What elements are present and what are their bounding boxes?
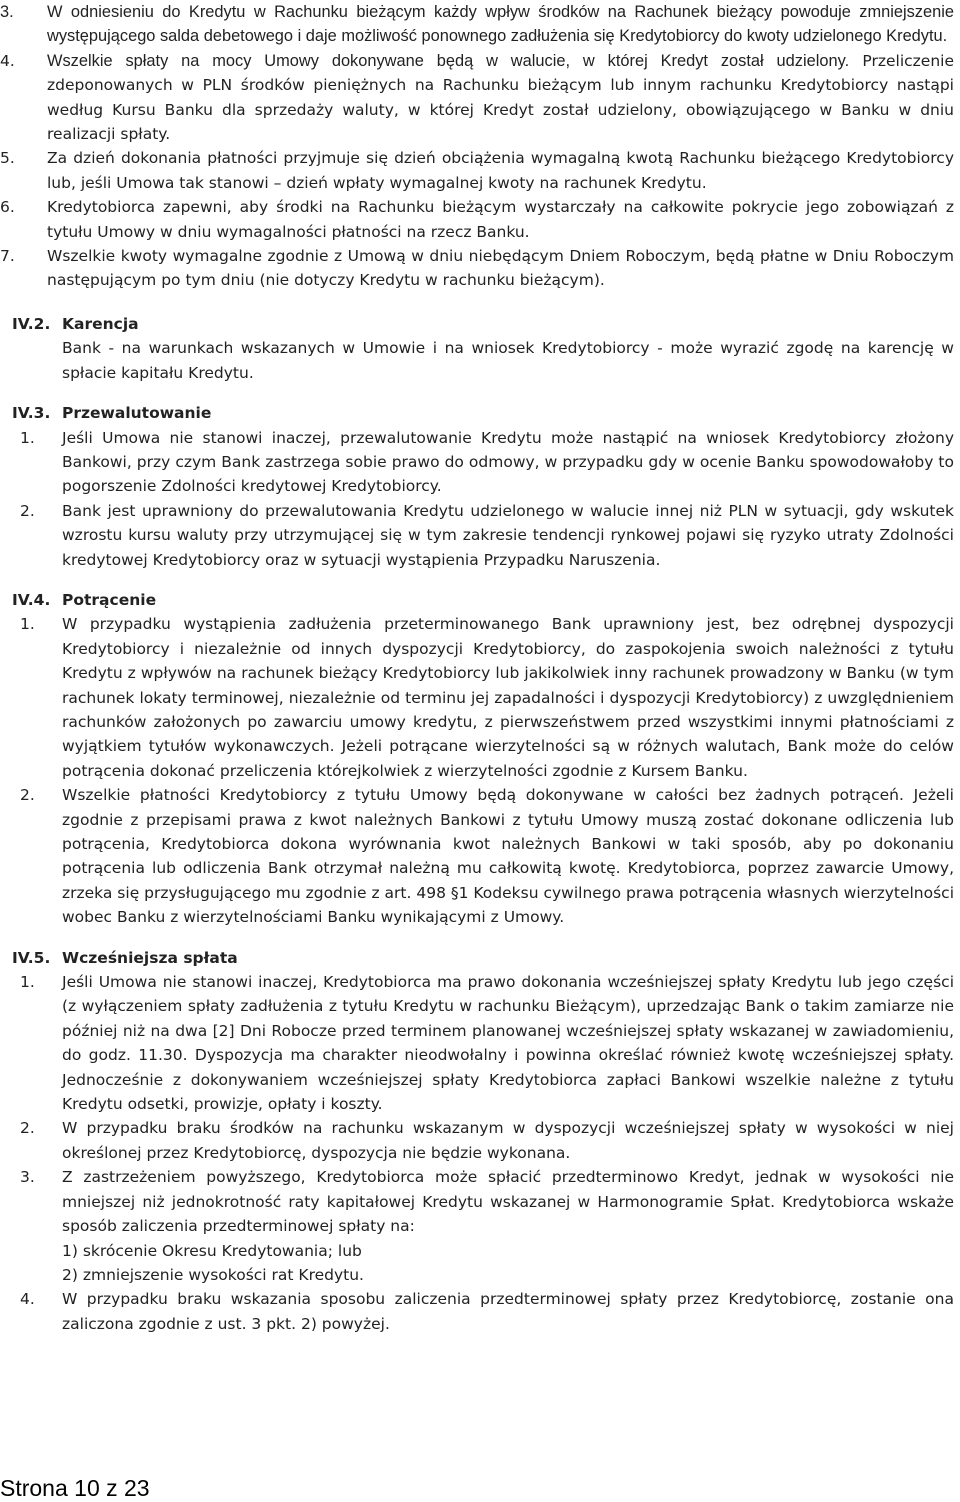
list-item	[0, 146, 960, 195]
item-number: 1.	[20, 615, 35, 634]
item-number: 3.	[0, 3, 14, 21]
item-text-continued: Przeliczenie zdeponowanych w PLN środków pieniężnych na Rachunku bieżącym lub innym rachunku Kredytobiorcy nastąpi według Kursu Banku dla sprzedaży waluty, w której Kredyt został udzielony, obowiązującego w Banku w dniu realizacji spłaty.	[47, 51, 954, 144]
list-item	[0, 426, 960, 499]
section-title: Potrącenie	[62, 590, 157, 609]
section-title: Przewalutowanie	[62, 404, 212, 423]
list-item	[0, 244, 960, 293]
item-text: Wszelkie kwoty wymagalne zgodnie z Umową w dniu niebędącym Dniem Roboczym, będą płatne w Dniu Roboczym następującym po tym dniu (nie dotyczy Kredytu w rachunku bieżącym).	[47, 247, 954, 290]
item-text: W przypadku wystąpienia zadłużenia przeterminowanego Bank uprawniony jest, bez odrębnej dyspozycji Kredytobiorcy i niezależnie od innych dyspozycji Kredytobiorcy, do zaspokojenia swoich należności z tytułu Kredytu z wpływów na rachunek bieżący Kredytobiorcy lub jakikolwiek inny rachunek prowadzony w Banku (w tym rachunek lokaty terminowej, niezależnie od terminu jej zapadalności i dyspozycji Kredytobiorcy) z uwzględnieniem rachunków założonych po zawarciu umowy kredytu, z pierwszeństwem przed wszystkimi innymi płatnościami z wyjątkiem tytułów wykonawczych. Jeżeli potrącane wierzytelności są w różnych walutach, Bank może do celów potrącenia dokonać przeliczenia którejkolwiek z wierzytelności zgodnie z Kursem Banku.	[62, 615, 954, 780]
list-item	[0, 0, 960, 49]
item-text: W odniesieniu do Kredytu w Rachunku bieżącym każdy wpływ środków na Rachunek bieżący powoduje zmniejszenie występującego salda debetowego i daje możliwość ponownego zadłużenia się Kredytobiorcy do kwoty udzielonego Kredytu.	[47, 3, 954, 46]
item-number: 4.	[20, 1290, 35, 1309]
item-number: 2.	[20, 786, 35, 805]
item-number: 3.	[20, 1168, 35, 1187]
section-number: IV.3.	[12, 404, 51, 423]
section-przewalutowanie	[0, 401, 960, 572]
sub-item: 2) zmniejszenie wysokości rat Kredytu.	[62, 1265, 364, 1284]
section-number: IV.4.	[12, 590, 51, 609]
section-heading	[0, 312, 960, 336]
item-text: Bank jest uprawniony do przewalutowania Kredytu udzielonego w walucie innej niż PLN w sytuacji, gdy wskutek wzrostu kursu waluty przy utrzymującej się w tym zakresie tendencji rynkowej pojawi się ryzyko utraty Zdolności kredytowej Kredytobiorcy oraz w sytuacji wystąpienia Przypadku Naruszenia.	[62, 501, 954, 569]
item-number: 1.	[20, 973, 35, 992]
section-wczesniejsza-splata	[0, 946, 960, 1337]
item-text: Z zastrzeżeniem powyższego, Kredytobiorca może spłacić przedterminowo Kredyt, jednak w wysokości nie mniejszej niż jednokrotność raty kapitałowej Kredytu wskazanej w Harmonogramie Spłat. Kredytobiorca wskaże sposób zaliczenia przedterminowej spłaty na:	[62, 1168, 954, 1236]
item-number: 6.	[0, 198, 15, 217]
item-number: 1.	[20, 428, 35, 447]
item-text: W przypadku braku wskazania sposobu zaliczenia przedterminowej spłaty przez Kredytobiorcę, zostanie ona zaliczona zgodnie z ust. 3 pkt. 2) powyżej.	[62, 1290, 954, 1333]
section-heading	[0, 588, 960, 612]
list-item	[0, 499, 960, 572]
item-text: Jeśli Umowa nie stanowi inaczej, przewalutowanie Kredytu może nastąpić na wniosek Kredytobiorcy złożony Bankowi, przy czym Bank zastrzega sobie prawo do odmowy, w przypadku gdy w ocenie Banku spowodowałoby to pogorszenie Zdolności kredytowej Kredytobiorcy.	[62, 428, 954, 496]
list-item	[0, 1165, 960, 1238]
section-title: Wcześniejsza spłata	[62, 948, 238, 967]
item-text: Za dzień dokonania płatności przyjmuje się dzień obciążenia wymagalną kwotą Rachunku bieżącego Kredytobiorcy lub, jeśli Umowa tak stanowi – dzień wpłaty wymagalnej kwoty na rachunek Kredytu.	[47, 149, 954, 192]
list-item	[0, 1116, 960, 1165]
section-karencja	[0, 312, 960, 385]
list-item	[0, 783, 960, 929]
item-text: Wszelkie spłaty na mocy Umowy dokonywane będą w walucie, w której Kredyt został udzielony.	[47, 51, 850, 70]
item-text: W przypadku braku środków na rachunku wskazanym w dyspozycji wcześniejszej spłaty w wysokości w niej określonej przez Kredytobiorcę, dyspozycja nie będzie wykonana.	[62, 1119, 954, 1162]
section-title: Karencja	[62, 314, 139, 333]
section-number: IV.2.	[12, 314, 51, 333]
section-potracenie	[0, 588, 960, 930]
section-body: Bank - na warunkach wskazanych w Umowie i na wniosek Kredytobiorcy - może wyrazić zgodę na karencję w spłacie kapitału Kredytu.	[62, 339, 954, 382]
item-number: 2.	[20, 501, 35, 520]
list-item	[0, 970, 960, 1116]
sub-item: 1) skrócenie Okresu Kredytowania; lub	[62, 1241, 362, 1260]
list-item	[0, 612, 960, 783]
page-number-footer: Strona 10 z 23	[0, 1475, 150, 1501]
section-heading	[0, 946, 960, 970]
list-item	[0, 1287, 960, 1336]
item-number: 4.	[0, 51, 15, 70]
list-item	[0, 195, 960, 244]
item-text: Jeśli Umowa nie stanowi inaczej, Kredytobiorca ma prawo dokonania wcześniejszej spłaty Kredytu lub jego części (z wyłączeniem spłaty zadłużenia z tytułu Kredytu w rachunku Bieżącym), uprzedzając Bank o takim zamiarze nie później niż na dwa [2] Dni Robocze przed terminem planowanej wcześniejszej spłaty wskazanej w zawiadomieniu, do godz. 11.30. Dyspozycja ma charakter nieodwołalny i powinna określać również kwotę wcześniejszej spłaty. Jednocześnie z dokonywaniem wcześniejszej spłaty Kredytobiorca zapłaci Bankowi wszelkie należne z tytułu Kredytu odsetki, prowizje, opłaty i koszty.	[62, 973, 954, 1114]
item-number: 2.	[20, 1119, 35, 1138]
section-heading	[0, 401, 960, 425]
item-number: 7.	[0, 247, 15, 266]
list-item	[0, 49, 960, 147]
item-text: Wszelkie płatności Kredytobiorcy z tytułu Umowy będą dokonywane w całości bez żadnych potrąceń. Jeżeli zgodnie z przepisami prawa z kwot należnych Bankowi z tytułu Umowy muszą zostać dokonane odliczenia lub potrącenia, Kredytobiorca dokona wyrównania kwot należnych Bankowi w taki sposób, aby po dokonaniu potrącenia lub odliczenia Bank otrzymał należną mu całkowitą kwotę. Kredytobiorca, poprzez zawarcie Umowy, zrzeka się przysługującego mu zgodnie z art. 498 §1 Kodeksu cywilnego prawa potrącenia własnych wierzytelności wobec Banku z wierzytelnościami Banku wynikającymi z Umowy.	[62, 786, 955, 927]
item-number: 5.	[0, 149, 15, 168]
section-number: IV.5.	[12, 948, 51, 967]
item-text: Kredytobiorca zapewni, aby środki na Rachunku bieżącym wystarczały na całkowite pokrycie jego zobowiązań z tytułu Umowy w dniu wymagalności płatności na rzecz Banku.	[47, 198, 954, 241]
